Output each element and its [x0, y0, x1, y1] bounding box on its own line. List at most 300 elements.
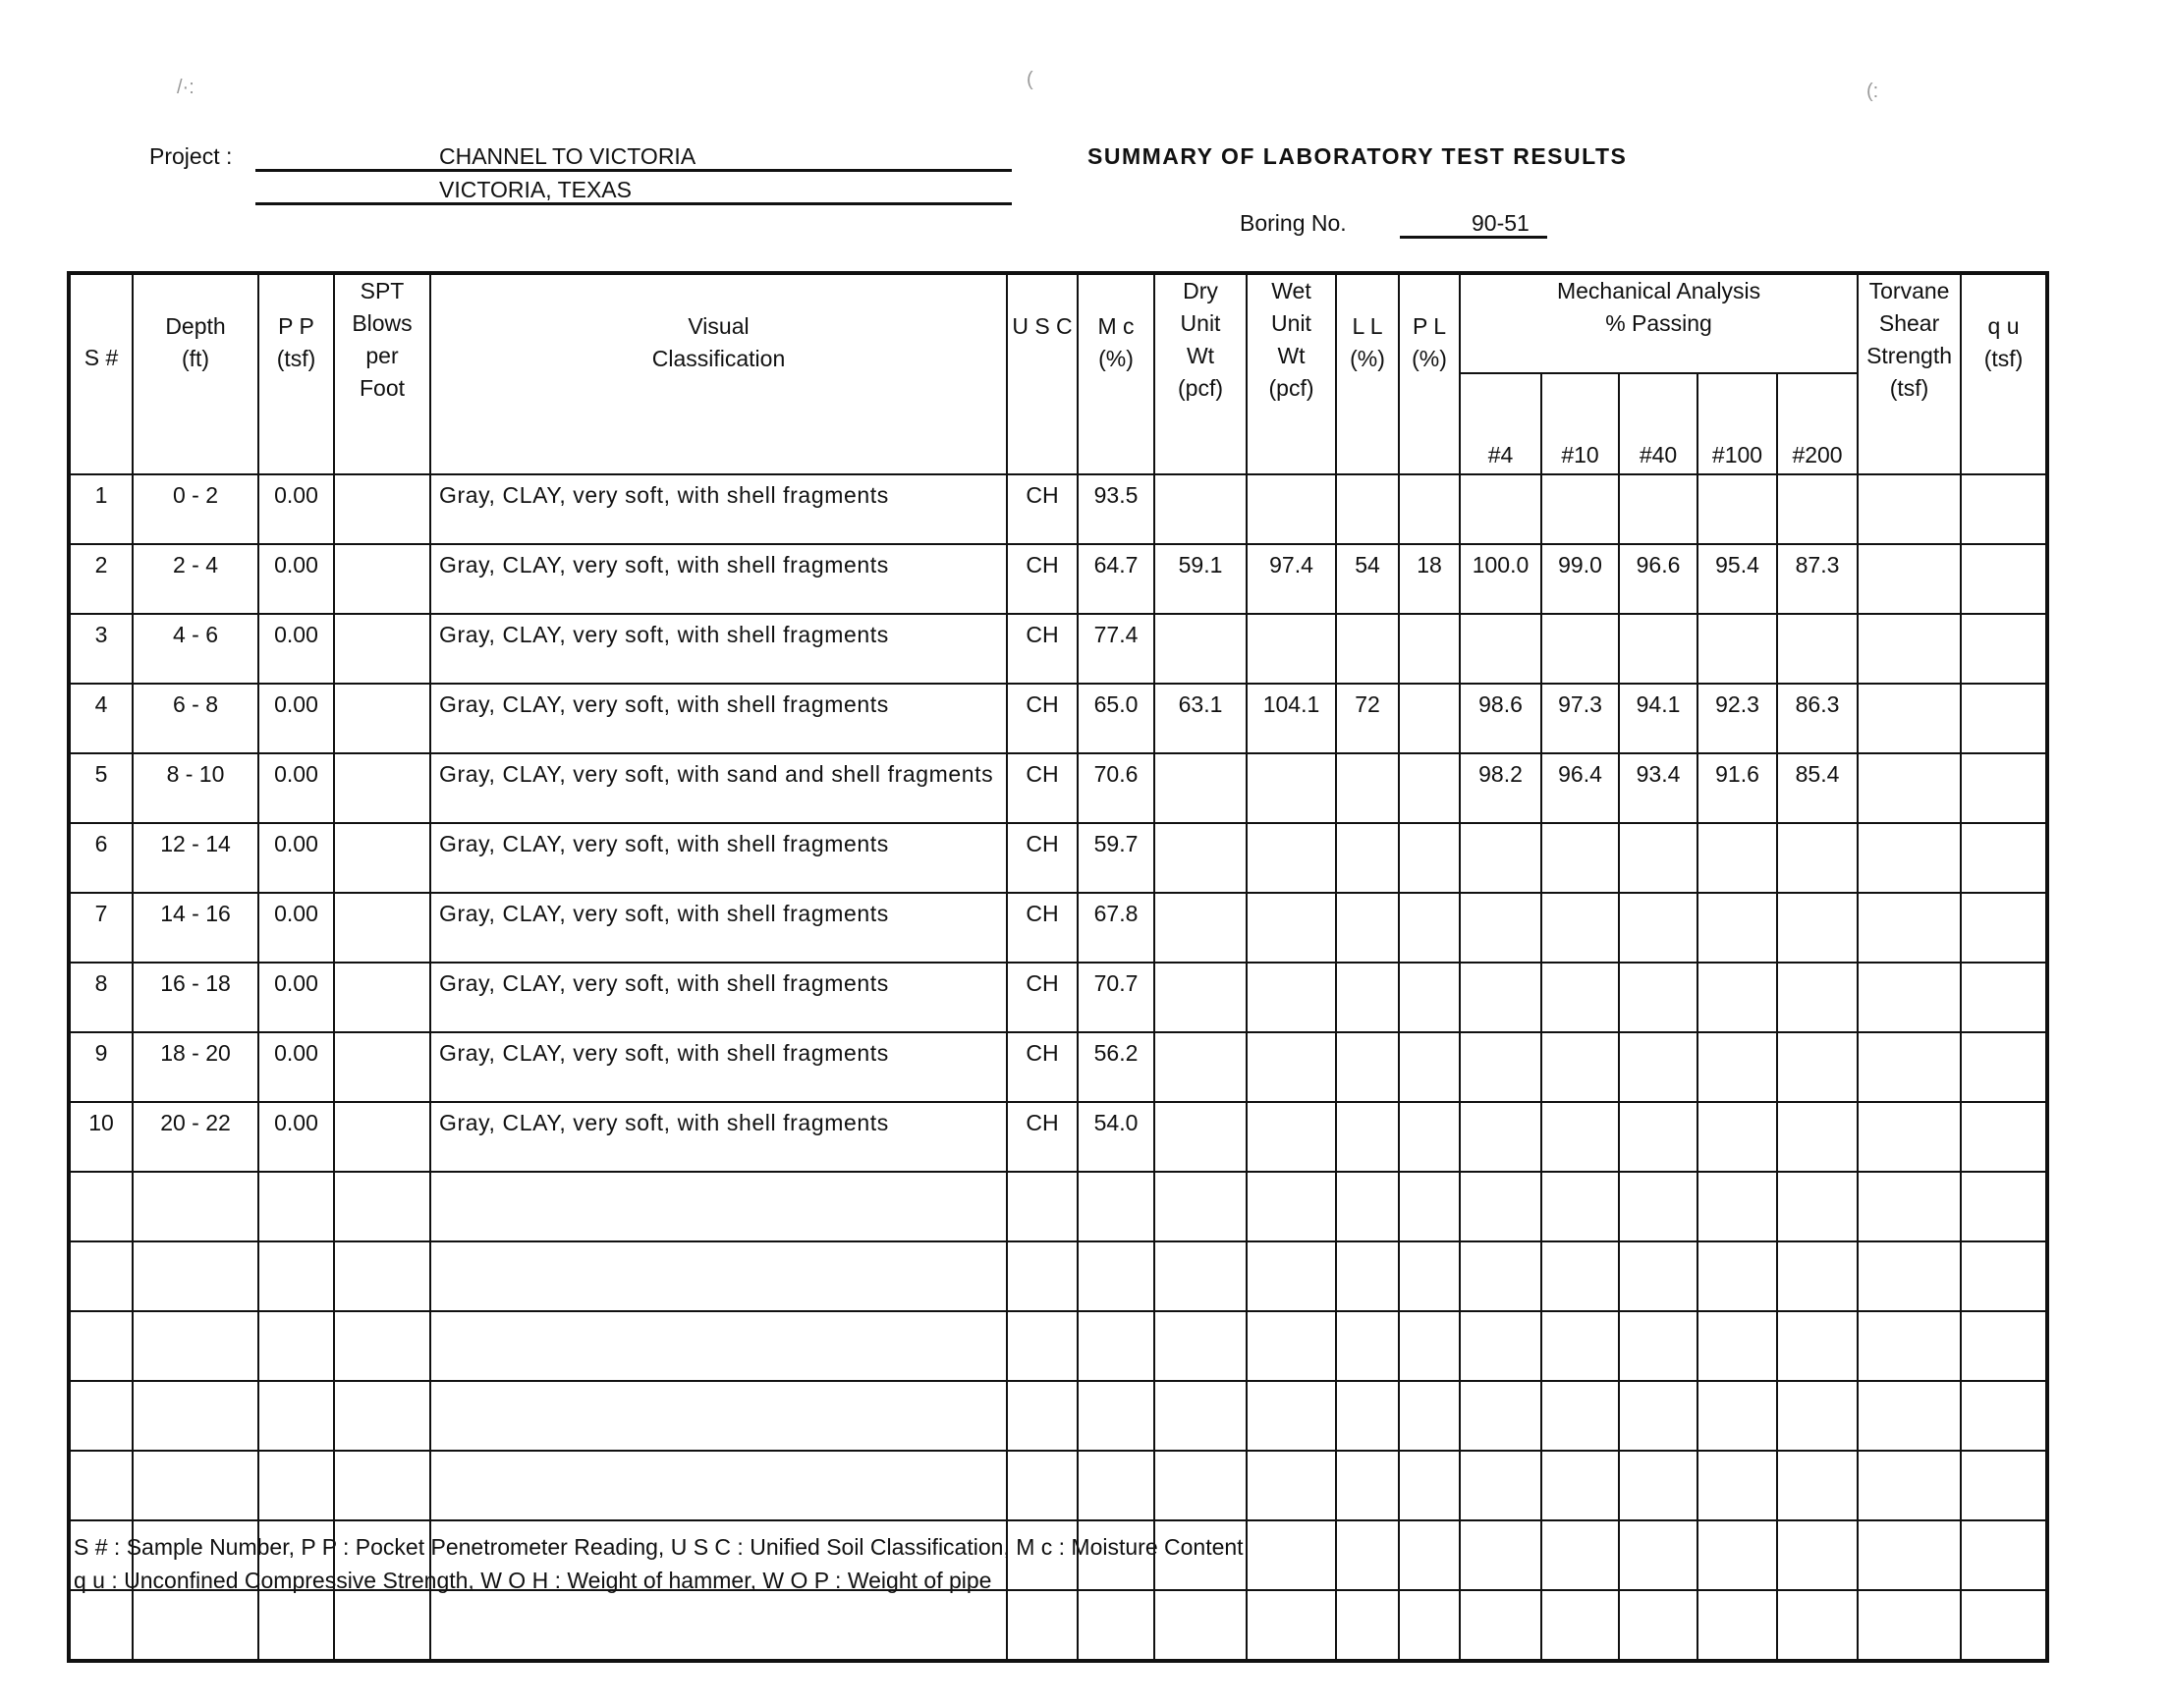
passing-40 [1619, 963, 1697, 1032]
passing-200 [1777, 963, 1858, 1032]
blank-cell [1460, 1381, 1541, 1451]
usc-class: CH [1007, 963, 1078, 1032]
passing-200 [1777, 1102, 1858, 1172]
blank-cell [1399, 1381, 1460, 1451]
passing-10 [1541, 474, 1619, 544]
plastic-limit: 18 [1399, 544, 1460, 614]
depth: 12 - 14 [133, 823, 258, 893]
plastic-limit [1399, 893, 1460, 963]
blank-cell [1247, 1590, 1336, 1661]
wet-unit-wt [1247, 893, 1336, 963]
col-dry-header: Dry Unit Wt (pcf) [1154, 273, 1247, 474]
blank-cell [69, 1241, 133, 1311]
pp-value: 0.00 [258, 753, 334, 823]
usc-class: CH [1007, 684, 1078, 753]
blank-cell [1619, 1451, 1697, 1520]
passing-10: 96.4 [1541, 753, 1619, 823]
depth: 2 - 4 [133, 544, 258, 614]
blank-cell [1247, 1520, 1336, 1590]
passing-200: 85.4 [1777, 753, 1858, 823]
project-location: VICTORIA, TEXAS [439, 177, 632, 202]
passing-4 [1460, 963, 1541, 1032]
blank-cell [1697, 1172, 1777, 1241]
passing-200 [1777, 474, 1858, 544]
dry-unit-wt [1154, 753, 1247, 823]
col-mc-header: M c (%) [1078, 273, 1154, 474]
blank-cell [69, 1590, 133, 1661]
blank-cell [1247, 1451, 1336, 1520]
col-sieve-4-header: #4 [1460, 373, 1541, 474]
sample-number: 5 [69, 753, 133, 823]
qu-value [1961, 544, 2047, 614]
wet-unit-wt [1247, 1102, 1336, 1172]
liquid-limit [1336, 474, 1399, 544]
blank-cell [1007, 1590, 1078, 1661]
col-sieve-100-header: #100 [1697, 373, 1777, 474]
passing-40 [1619, 474, 1697, 544]
plastic-limit [1399, 963, 1460, 1032]
visual-classification: Gray, CLAY, very soft, with shell fragments [430, 614, 1007, 684]
liquid-limit [1336, 753, 1399, 823]
sample-number: 9 [69, 1032, 133, 1102]
dry-unit-wt [1154, 1032, 1247, 1102]
plastic-limit [1399, 1102, 1460, 1172]
blank-cell [1007, 1381, 1078, 1451]
col-sample-header: S # [69, 273, 133, 474]
passing-10 [1541, 1102, 1619, 1172]
visual-classification: Gray, CLAY, very soft, with shell fragments [430, 1102, 1007, 1172]
passing-40: 93.4 [1619, 753, 1697, 823]
col-wet-header: Wet Unit Wt (pcf) [1247, 273, 1336, 474]
passing-4: 98.6 [1460, 684, 1541, 753]
wet-unit-wt: 97.4 [1247, 544, 1336, 614]
qu-value [1961, 963, 2047, 1032]
liquid-limit [1336, 614, 1399, 684]
table-row [69, 893, 2047, 963]
table-row [69, 614, 2047, 684]
passing-40: 94.1 [1619, 684, 1697, 753]
depth: 20 - 22 [133, 1102, 258, 1172]
dry-unit-wt [1154, 474, 1247, 544]
qu-value [1961, 1102, 2047, 1172]
passing-100 [1697, 1102, 1777, 1172]
passing-40 [1619, 823, 1697, 893]
boring-number: 90-51 [1472, 210, 1530, 236]
blank-cell [1777, 1172, 1858, 1241]
visual-classification: Gray, CLAY, very soft, with shell fragments [430, 474, 1007, 544]
blank-cell [1961, 1451, 2047, 1520]
passing-200 [1777, 614, 1858, 684]
blank-cell [1541, 1381, 1619, 1451]
blank-cell [69, 1172, 133, 1241]
blank-cell [1858, 1311, 1961, 1381]
blank-cell [1541, 1311, 1619, 1381]
depth: 6 - 8 [133, 684, 258, 753]
table-row [69, 474, 2047, 544]
visual-classification: Gray, CLAY, very soft, with shell fragments [430, 893, 1007, 963]
blank-cell [1777, 1520, 1858, 1590]
blank-cell [1007, 1241, 1078, 1311]
sample-number: 4 [69, 684, 133, 753]
passing-4 [1460, 614, 1541, 684]
blank-cell [1078, 1241, 1154, 1311]
blank-cell [1154, 1381, 1247, 1451]
blank-cell [1399, 1590, 1460, 1661]
torvane-strength [1858, 684, 1961, 753]
blank-cell [1399, 1520, 1460, 1590]
plastic-limit [1399, 753, 1460, 823]
passing-100 [1697, 893, 1777, 963]
blank-cell [1619, 1381, 1697, 1451]
usc-class: CH [1007, 474, 1078, 544]
blank-row [69, 1381, 2047, 1451]
blank-cell [258, 1381, 334, 1451]
blank-cell [334, 1311, 430, 1381]
liquid-limit [1336, 823, 1399, 893]
blank-cell [1541, 1241, 1619, 1311]
blank-cell [430, 1590, 1007, 1661]
blank-cell [1858, 1241, 1961, 1311]
blank-cell [1336, 1451, 1399, 1520]
blank-cell [1154, 1311, 1247, 1381]
passing-40: 96.6 [1619, 544, 1697, 614]
spt-value [334, 1032, 430, 1102]
blank-cell [1961, 1241, 2047, 1311]
blank-cell [69, 1381, 133, 1451]
spt-value [334, 614, 430, 684]
project-underline [255, 169, 1012, 172]
usc-class: CH [1007, 1102, 1078, 1172]
blank-cell [133, 1311, 258, 1381]
torvane-strength [1858, 474, 1961, 544]
blank-cell [1078, 1590, 1154, 1661]
visual-classification: Gray, CLAY, very soft, with shell fragments [430, 544, 1007, 614]
blank-cell [334, 1381, 430, 1451]
passing-40 [1619, 1102, 1697, 1172]
plastic-limit [1399, 614, 1460, 684]
blank-cell [1777, 1451, 1858, 1520]
blank-cell [334, 1451, 430, 1520]
blank-cell [258, 1590, 334, 1661]
passing-100: 92.3 [1697, 684, 1777, 753]
depth: 8 - 10 [133, 753, 258, 823]
passing-4 [1460, 893, 1541, 963]
depth: 4 - 6 [133, 614, 258, 684]
moisture-content: 56.2 [1078, 1032, 1154, 1102]
passing-10 [1541, 1032, 1619, 1102]
blank-cell [1961, 1520, 2047, 1590]
moisture-content: 64.7 [1078, 544, 1154, 614]
blank-cell [1336, 1311, 1399, 1381]
blank-cell [1247, 1172, 1336, 1241]
blank-cell [1336, 1172, 1399, 1241]
spt-value [334, 893, 430, 963]
passing-100 [1697, 614, 1777, 684]
passing-100 [1697, 474, 1777, 544]
passing-40 [1619, 1032, 1697, 1102]
wet-unit-wt [1247, 474, 1336, 544]
wet-unit-wt [1247, 614, 1336, 684]
table-row [69, 1032, 2047, 1102]
qu-value [1961, 823, 2047, 893]
scan-mark: /·: [177, 77, 195, 98]
blank-cell [1399, 1172, 1460, 1241]
wet-unit-wt [1247, 823, 1336, 893]
col-torvane-header: Torvane Shear Strength (tsf) [1858, 273, 1961, 474]
blank-cell [1541, 1520, 1619, 1590]
usc-class: CH [1007, 893, 1078, 963]
depth: 0 - 2 [133, 474, 258, 544]
blank-cell [1078, 1311, 1154, 1381]
plastic-limit [1399, 1032, 1460, 1102]
blank-cell [1399, 1241, 1460, 1311]
blank-cell [1460, 1520, 1541, 1590]
table-row [69, 684, 2047, 753]
pp-value: 0.00 [258, 1032, 334, 1102]
blank-cell [258, 1241, 334, 1311]
visual-classification: Gray, CLAY, very soft, with shell fragments [430, 684, 1007, 753]
sample-number: 2 [69, 544, 133, 614]
blank-cell [1336, 1381, 1399, 1451]
col-mech-header: Mechanical Analysis % Passing [1460, 273, 1858, 373]
moisture-content: 59.7 [1078, 823, 1154, 893]
liquid-limit [1336, 963, 1399, 1032]
blank-cell [1619, 1172, 1697, 1241]
spt-value [334, 684, 430, 753]
blank-cell [1619, 1520, 1697, 1590]
blank-cell [1961, 1311, 2047, 1381]
passing-10: 99.0 [1541, 544, 1619, 614]
moisture-content: 70.7 [1078, 963, 1154, 1032]
blank-cell [430, 1451, 1007, 1520]
blank-cell [1697, 1451, 1777, 1520]
blank-cell [1777, 1311, 1858, 1381]
blank-row [69, 1311, 2047, 1381]
spt-value [334, 753, 430, 823]
passing-200: 87.3 [1777, 544, 1858, 614]
blank-cell [1777, 1241, 1858, 1311]
blank-cell [1399, 1451, 1460, 1520]
passing-10 [1541, 823, 1619, 893]
passing-4: 98.2 [1460, 753, 1541, 823]
liquid-limit: 54 [1336, 544, 1399, 614]
blank-cell [1336, 1590, 1399, 1661]
blank-cell [1541, 1590, 1619, 1661]
passing-200 [1777, 893, 1858, 963]
passing-4 [1460, 474, 1541, 544]
visual-classification: Gray, CLAY, very soft, with sand and shell fragments [430, 753, 1007, 823]
lab-results-table [67, 271, 2049, 1663]
torvane-strength [1858, 823, 1961, 893]
blank-cell [1078, 1451, 1154, 1520]
visual-classification: Gray, CLAY, very soft, with shell fragments [430, 1032, 1007, 1102]
blank-cell [1154, 1172, 1247, 1241]
blank-cell [1007, 1172, 1078, 1241]
blank-cell [1460, 1311, 1541, 1381]
blank-cell [1247, 1241, 1336, 1311]
col-sieve-200-header: #200 [1777, 373, 1858, 474]
col-depth-header: Depth (ft) [133, 273, 258, 474]
torvane-strength [1858, 614, 1961, 684]
pp-value: 0.00 [258, 474, 334, 544]
footnote-line-2: q u : Unconfined Compressive Strength, W O H : Weight of hammer, W O P : Weight of pipe [74, 1568, 992, 1593]
col-sieve-10-header: #10 [1541, 373, 1619, 474]
blank-cell [1154, 1590, 1247, 1661]
blank-cell [133, 1451, 258, 1520]
blank-cell [1697, 1311, 1777, 1381]
pp-value: 0.00 [258, 614, 334, 684]
col-sieve-40-header: #40 [1619, 373, 1697, 474]
blank-cell [334, 1241, 430, 1311]
visual-classification: Gray, CLAY, very soft, with shell fragments [430, 963, 1007, 1032]
depth: 14 - 16 [133, 893, 258, 963]
blank-cell [430, 1381, 1007, 1451]
blank-cell [1078, 1381, 1154, 1451]
scan-mark: ( [1027, 69, 1033, 90]
torvane-strength [1858, 544, 1961, 614]
blank-cell [1007, 1451, 1078, 1520]
blank-cell [1697, 1381, 1777, 1451]
passing-4 [1460, 1032, 1541, 1102]
torvane-strength [1858, 963, 1961, 1032]
table-row [69, 544, 2047, 614]
blank-cell [334, 1590, 430, 1661]
pp-value: 0.00 [258, 684, 334, 753]
passing-4 [1460, 823, 1541, 893]
moisture-content: 65.0 [1078, 684, 1154, 753]
wet-unit-wt: 104.1 [1247, 684, 1336, 753]
moisture-content: 54.0 [1078, 1102, 1154, 1172]
table-row [69, 753, 2047, 823]
blank-cell [1858, 1172, 1961, 1241]
pp-value: 0.00 [258, 823, 334, 893]
blank-cell [1777, 1381, 1858, 1451]
project-name: CHANNEL TO VICTORIA [439, 143, 696, 169]
passing-200 [1777, 823, 1858, 893]
blank-row [69, 1241, 2047, 1311]
blank-cell [133, 1172, 258, 1241]
qu-value [1961, 893, 2047, 963]
blank-cell [1697, 1241, 1777, 1311]
qu-value [1961, 753, 2047, 823]
scan-mark: (: [1866, 81, 1879, 102]
liquid-limit [1336, 893, 1399, 963]
blank-cell [258, 1172, 334, 1241]
spt-value [334, 474, 430, 544]
blank-cell [1154, 1451, 1247, 1520]
passing-100 [1697, 1032, 1777, 1102]
qu-value [1961, 1032, 2047, 1102]
pp-value: 0.00 [258, 893, 334, 963]
torvane-strength [1858, 1102, 1961, 1172]
blank-row [69, 1590, 2047, 1661]
col-ll-header: L L (%) [1336, 273, 1399, 474]
blank-cell [69, 1451, 133, 1520]
blank-cell [430, 1311, 1007, 1381]
blank-cell [133, 1590, 258, 1661]
table-row [69, 1102, 2047, 1172]
footnote-line-1: S # : Sample Number, P P : Pocket Penetrometer Reading, U S C : Unified Soil Classification, M c : Moisture Content [74, 1534, 1244, 1560]
qu-value [1961, 474, 2047, 544]
blank-cell [1619, 1241, 1697, 1311]
passing-40 [1619, 614, 1697, 684]
passing-10: 97.3 [1541, 684, 1619, 753]
wet-unit-wt [1247, 1032, 1336, 1102]
passing-10 [1541, 963, 1619, 1032]
visual-classification: Gray, CLAY, very soft, with shell fragments [430, 823, 1007, 893]
col-visual-header: Visual Classification [430, 273, 1007, 474]
spt-value [334, 544, 430, 614]
dry-unit-wt: 63.1 [1154, 684, 1247, 753]
spt-value [334, 823, 430, 893]
col-qu-header: q u (tsf) [1961, 273, 2047, 474]
sample-number: 8 [69, 963, 133, 1032]
blank-cell [1336, 1520, 1399, 1590]
dry-unit-wt [1154, 893, 1247, 963]
torvane-strength [1858, 753, 1961, 823]
torvane-strength [1858, 1032, 1961, 1102]
blank-cell [1541, 1172, 1619, 1241]
boring-underline [1400, 236, 1547, 239]
sample-number: 10 [69, 1102, 133, 1172]
blank-cell [1858, 1451, 1961, 1520]
moisture-content: 70.6 [1078, 753, 1154, 823]
project-underline [255, 202, 1012, 205]
table-row [69, 963, 2047, 1032]
blank-cell [258, 1451, 334, 1520]
blank-cell [430, 1241, 1007, 1311]
blank-cell [1460, 1241, 1541, 1311]
spt-value [334, 1102, 430, 1172]
passing-40 [1619, 893, 1697, 963]
usc-class: CH [1007, 1032, 1078, 1102]
blank-row [69, 1172, 2047, 1241]
blank-cell [1460, 1590, 1541, 1661]
wet-unit-wt [1247, 753, 1336, 823]
dry-unit-wt: 59.1 [1154, 544, 1247, 614]
blank-cell [258, 1311, 334, 1381]
passing-100: 91.6 [1697, 753, 1777, 823]
blank-cell [1858, 1381, 1961, 1451]
blank-row [69, 1451, 2047, 1520]
blank-cell [69, 1311, 133, 1381]
liquid-limit [1336, 1102, 1399, 1172]
depth: 18 - 20 [133, 1032, 258, 1102]
moisture-content: 77.4 [1078, 614, 1154, 684]
plastic-limit [1399, 474, 1460, 544]
passing-100 [1697, 823, 1777, 893]
sample-number: 6 [69, 823, 133, 893]
passing-4: 100.0 [1460, 544, 1541, 614]
boring-label: Boring No. [1240, 210, 1347, 236]
liquid-limit [1336, 1032, 1399, 1102]
usc-class: CH [1007, 544, 1078, 614]
dry-unit-wt [1154, 1102, 1247, 1172]
table-row [69, 823, 2047, 893]
blank-cell [1961, 1381, 2047, 1451]
blank-cell [133, 1241, 258, 1311]
passing-100 [1697, 963, 1777, 1032]
pp-value: 0.00 [258, 1102, 334, 1172]
blank-cell [1541, 1451, 1619, 1520]
col-pp-header: P P (tsf) [258, 273, 334, 474]
blank-cell [1697, 1520, 1777, 1590]
dry-unit-wt [1154, 963, 1247, 1032]
passing-4 [1460, 1102, 1541, 1172]
sample-number: 7 [69, 893, 133, 963]
blank-cell [1247, 1311, 1336, 1381]
blank-cell [1619, 1311, 1697, 1381]
